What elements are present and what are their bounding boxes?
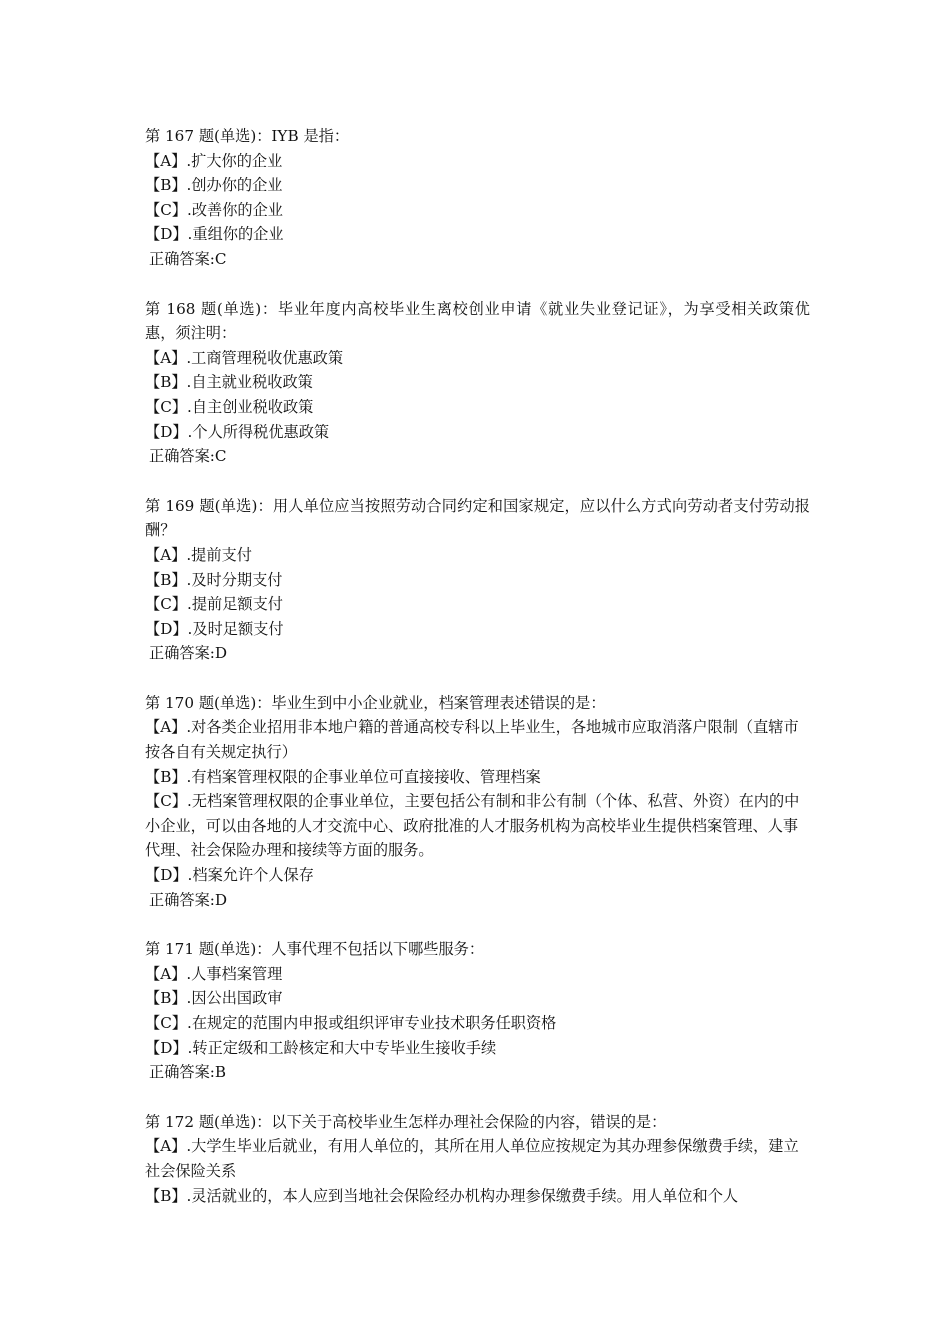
option-a: 【A】.人事档案管理 [145, 964, 283, 983]
option-d: 【D】.档案允许个人保存 [145, 866, 314, 885]
document-body [145, 124, 810, 1233]
question-168 [145, 297, 810, 469]
correct-answer: 正确答案:D [149, 644, 228, 663]
question-title: 第 171 题(单选)：人事代理不包括以下哪些服务： [145, 940, 485, 959]
correct-answer: 正确答案:B [149, 1063, 227, 1082]
question-title: 第 168 题(单选)：毕业年度内高校毕业生离校创业申请《就业失业登记证》，为享受相关政策优惠，须注明： [145, 299, 810, 343]
option-c: 【C】.无档案管理权限的企事业单位，主要包括公有制和非公有制（个体、私营、外资）在内的中小企业，可以由各地的人才交流中心、政府批准的人才服务机构为高校毕业生提供档案管理、人事代理、社会保险办理和接续等方面的服务。 [145, 792, 800, 860]
option-c: 【C】.改善你的企业 [145, 200, 283, 219]
option-c: 【C】.提前足额支付 [145, 595, 283, 614]
question-170 [145, 691, 810, 912]
question-167 [145, 124, 810, 272]
correct-answer: 正确答案:D [149, 890, 228, 909]
option-a: 【A】.大学生毕业后就业，有用人单位的，其所在用人单位应按规定为其办理参保缴费手续，建立社会保险关系 [145, 1137, 799, 1180]
option-a: 【A】.扩大你的企业 [145, 151, 283, 170]
option-a: 【A】.提前支付 [145, 545, 252, 564]
question-title: 第 169 题(单选)：用人单位应当按照劳动合同约定和国家规定，应以什么方式向劳动者支付劳动报酬？ [145, 496, 810, 540]
option-b: 【B】.及时分期支付 [145, 570, 283, 589]
option-b: 【B】.灵活就业的，本人应到当地社会保险经办机构办理参保缴费手续。用人单位和个人 [145, 1186, 739, 1205]
question-title: 第 170 题(单选)：毕业生到中小企业就业，档案管理表述错误的是： [145, 693, 606, 712]
option-d: 【D】.转正定级和工龄核定和大中专毕业生接收手续 [145, 1038, 497, 1057]
option-a: 【A】.工商管理税收优惠政策 [145, 348, 344, 367]
option-b: 【B】.自主就业税收政策 [145, 373, 313, 392]
option-c: 【C】.在规定的范围内申报或组织评审专业技术职务任职资格 [145, 1014, 557, 1032]
option-a: 【A】.对各类企业招用非本地户籍的普通高校专科以上毕业生，各地城市应取消落户限制（直辖市按各自有关规定执行） [145, 718, 799, 762]
question-172 [145, 1110, 810, 1208]
question-171 [145, 937, 810, 1085]
option-d: 【D】.及时足额支付 [145, 619, 284, 638]
option-b: 【B】.因公出国政审 [145, 989, 283, 1008]
option-b: 【B】.创办你的企业 [145, 176, 283, 195]
option-d: 【D】.个人所得税优惠政策 [145, 422, 330, 441]
option-c: 【C】.自主创业税收政策 [145, 397, 314, 416]
correct-answer: 正确答案:C [149, 447, 227, 466]
option-d: 【D】.重组你的企业 [145, 225, 284, 244]
question-169 [145, 494, 810, 666]
option-b: 【B】.有档案管理权限的企事业单位可直接接收、管理档案 [145, 767, 541, 786]
question-title: 第 167 题(单选)：IYB 是指： [145, 127, 350, 145]
correct-answer: 正确答案:C [149, 249, 227, 268]
question-title: 第 172 题(单选)：以下关于高校毕业生怎样办理社会保险的内容，错误的是： [145, 1112, 667, 1131]
